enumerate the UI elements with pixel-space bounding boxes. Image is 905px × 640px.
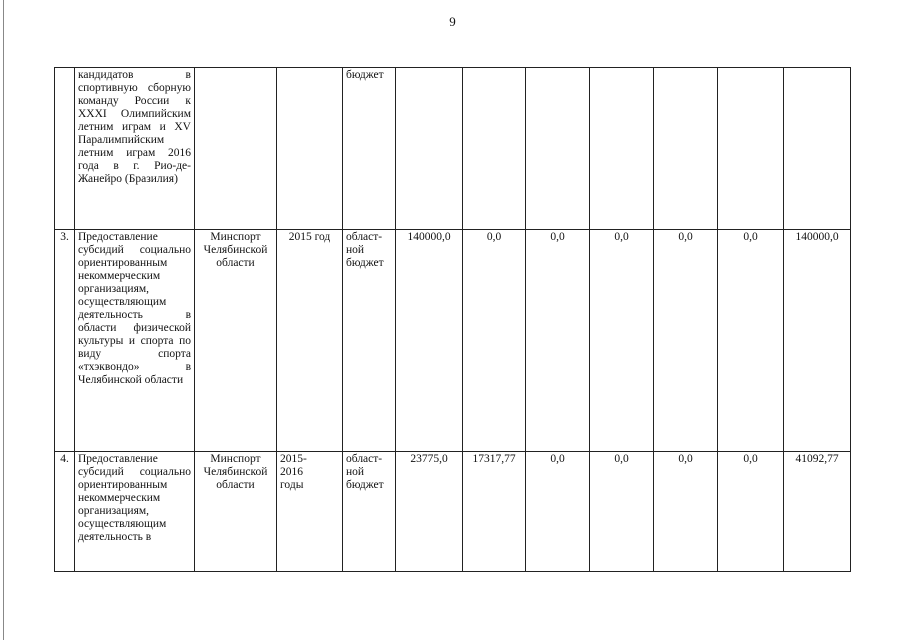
value-cell: 0,0	[526, 230, 590, 452]
table-row	[55, 452, 851, 572]
value-cell: 0,0	[654, 452, 718, 572]
table-row	[55, 230, 851, 452]
value-cell: 0,0	[463, 230, 526, 452]
value-cell	[526, 68, 590, 230]
executor	[195, 68, 277, 230]
value-cell: 0,0	[718, 452, 784, 572]
row-number	[55, 68, 75, 230]
row-number: 4.	[55, 452, 75, 572]
measure-name: Предоставление субсидий социально ориентированным некоммерческим организациям, осуществляющим деятельность в	[75, 452, 195, 572]
table-row	[55, 68, 851, 230]
value-cell	[590, 68, 654, 230]
funding-source: област- ной бюджет	[343, 230, 396, 452]
total-cell: 41092,77	[784, 452, 851, 572]
page-edge-line	[3, 0, 4, 640]
value-cell: 17317,77	[463, 452, 526, 572]
page-number: 9	[449, 14, 456, 29]
value-cell: 0,0	[654, 230, 718, 452]
value-cell: 0,0	[718, 230, 784, 452]
total-cell: 140000,0	[784, 230, 851, 452]
value-cell: 0,0	[526, 452, 590, 572]
value-cell: 140000,0	[396, 230, 463, 452]
total-cell	[784, 68, 851, 230]
value-cell: 0,0	[590, 452, 654, 572]
value-cell	[654, 68, 718, 230]
program-table	[54, 67, 851, 572]
row-number: 3.	[55, 230, 75, 452]
period	[277, 68, 343, 230]
value-cell: 0,0	[590, 230, 654, 452]
funding-source: бюджет	[343, 68, 396, 230]
executor: Минспорт Челябинской области	[195, 452, 277, 572]
value-cell	[463, 68, 526, 230]
value-cell: 23775,0	[396, 452, 463, 572]
executor: Минспорт Челябинской области	[195, 230, 277, 452]
period: 2015 год	[277, 230, 343, 452]
funding-source: област- ной бюджет	[343, 452, 396, 572]
value-cell	[718, 68, 784, 230]
measure-name: кандидатов в спортивную сборную команду России к XXXI Олимпийским летним играм и XV Паралимпийским летним играм 2016 года в г. Рио-де-Жанейро (Бразилия)	[75, 68, 195, 230]
measure-name: Предоставление субсидий социально ориентированным некоммерческим организациям, осуществляющим деятельность в области физической культуры и спорта по виду спорта «тхэквондо» в Челябинской области	[75, 230, 195, 452]
value-cell	[396, 68, 463, 230]
period: 2015- 2016 годы	[277, 452, 343, 572]
